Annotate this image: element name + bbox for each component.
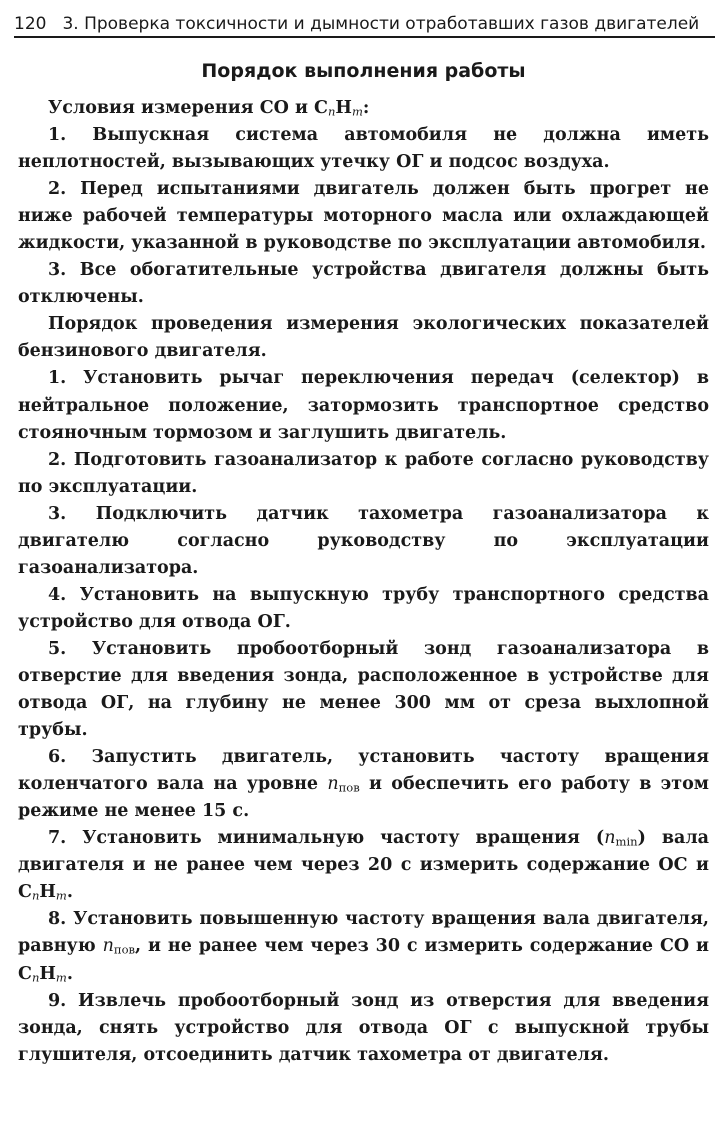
step-item: 5. Установить пробоотборный зонд газоанализатора в отверстие для введения зонда, расположенное в устройстве для отвода ОГ, на глубину не менее 300 мм от среза выхлопной трубы. — [18, 638, 709, 741]
step-item: 3. Подключить датчик тахометра газоанализатора к двигателю согласно руководству по эксплуатации газоанализатора. — [18, 503, 709, 578]
step-item: 9. Извлечь пробоотборный зонд из отверстия для введения зонда, снять устройство для отвода ОГ с выпускной трубы глушителя, отсоединить датчик тахометра от двигателя. — [18, 990, 709, 1065]
step-item: 2. Подготовить газоанализатор к работе согласно руководству по эксплуатации. — [18, 449, 709, 497]
main-text — [18, 95, 709, 1069]
condition-item: 2. Перед испытаниями двигатель должен быть прогрет не ниже рабочей температуры моторного масла или охлаждающей жидкости, указанной в руководстве по эксплуатации автомобиля. — [18, 179, 709, 254]
step-item: 1. Установить рычаг переключения передач (селектор) в нейтральное положение, затормозить транспортное средство стояночным тормозом и заглушить двигатель. — [18, 368, 709, 443]
step-item: 8. Установить повышенную частоту вращения вала двигателя, равную nпов, и не ранее чем через 30 с измерить содержание CO и $C_nH_m$. — [18, 909, 709, 985]
running-header — [14, 12, 715, 38]
condition-item: 3. Все обогатительные устройства двигателя должны быть отключены. — [18, 260, 709, 308]
step-item: 4. Установить на выпускную трубу транспортного средства устройство для отвода ОГ. — [18, 584, 709, 632]
page-number: 120 — [14, 14, 47, 34]
step-item: 6. Запустить двигатель, установить частоту вращения коленчатого вала на уровне nпов и обеспечить его работу в этом режиме не менее 15 с. — [18, 747, 710, 822]
procedure-intro: Порядок проведения измерения экологических показателей бензинового двигателя. — [18, 314, 709, 362]
section-title: Порядок выполнения работы — [201, 60, 526, 82]
conditions-intro: Условия измерения CO и $C_nH_m$: — [48, 98, 370, 119]
step-item: 7. Установить минимальную частоту вращения (nmin) вала двигателя и не ранее чем через 20 с измерить содержание ОС и $C_nH_m$. — [18, 828, 709, 903]
condition-item: 1. Выпускная система автомобиля не должна иметь неплотностей, вызывающих утечку ОГ и подсос воздуха. — [18, 125, 709, 173]
chapter-title: 3. Проверка токсичности и дымности отработавших газов двигателей — [62, 14, 700, 34]
